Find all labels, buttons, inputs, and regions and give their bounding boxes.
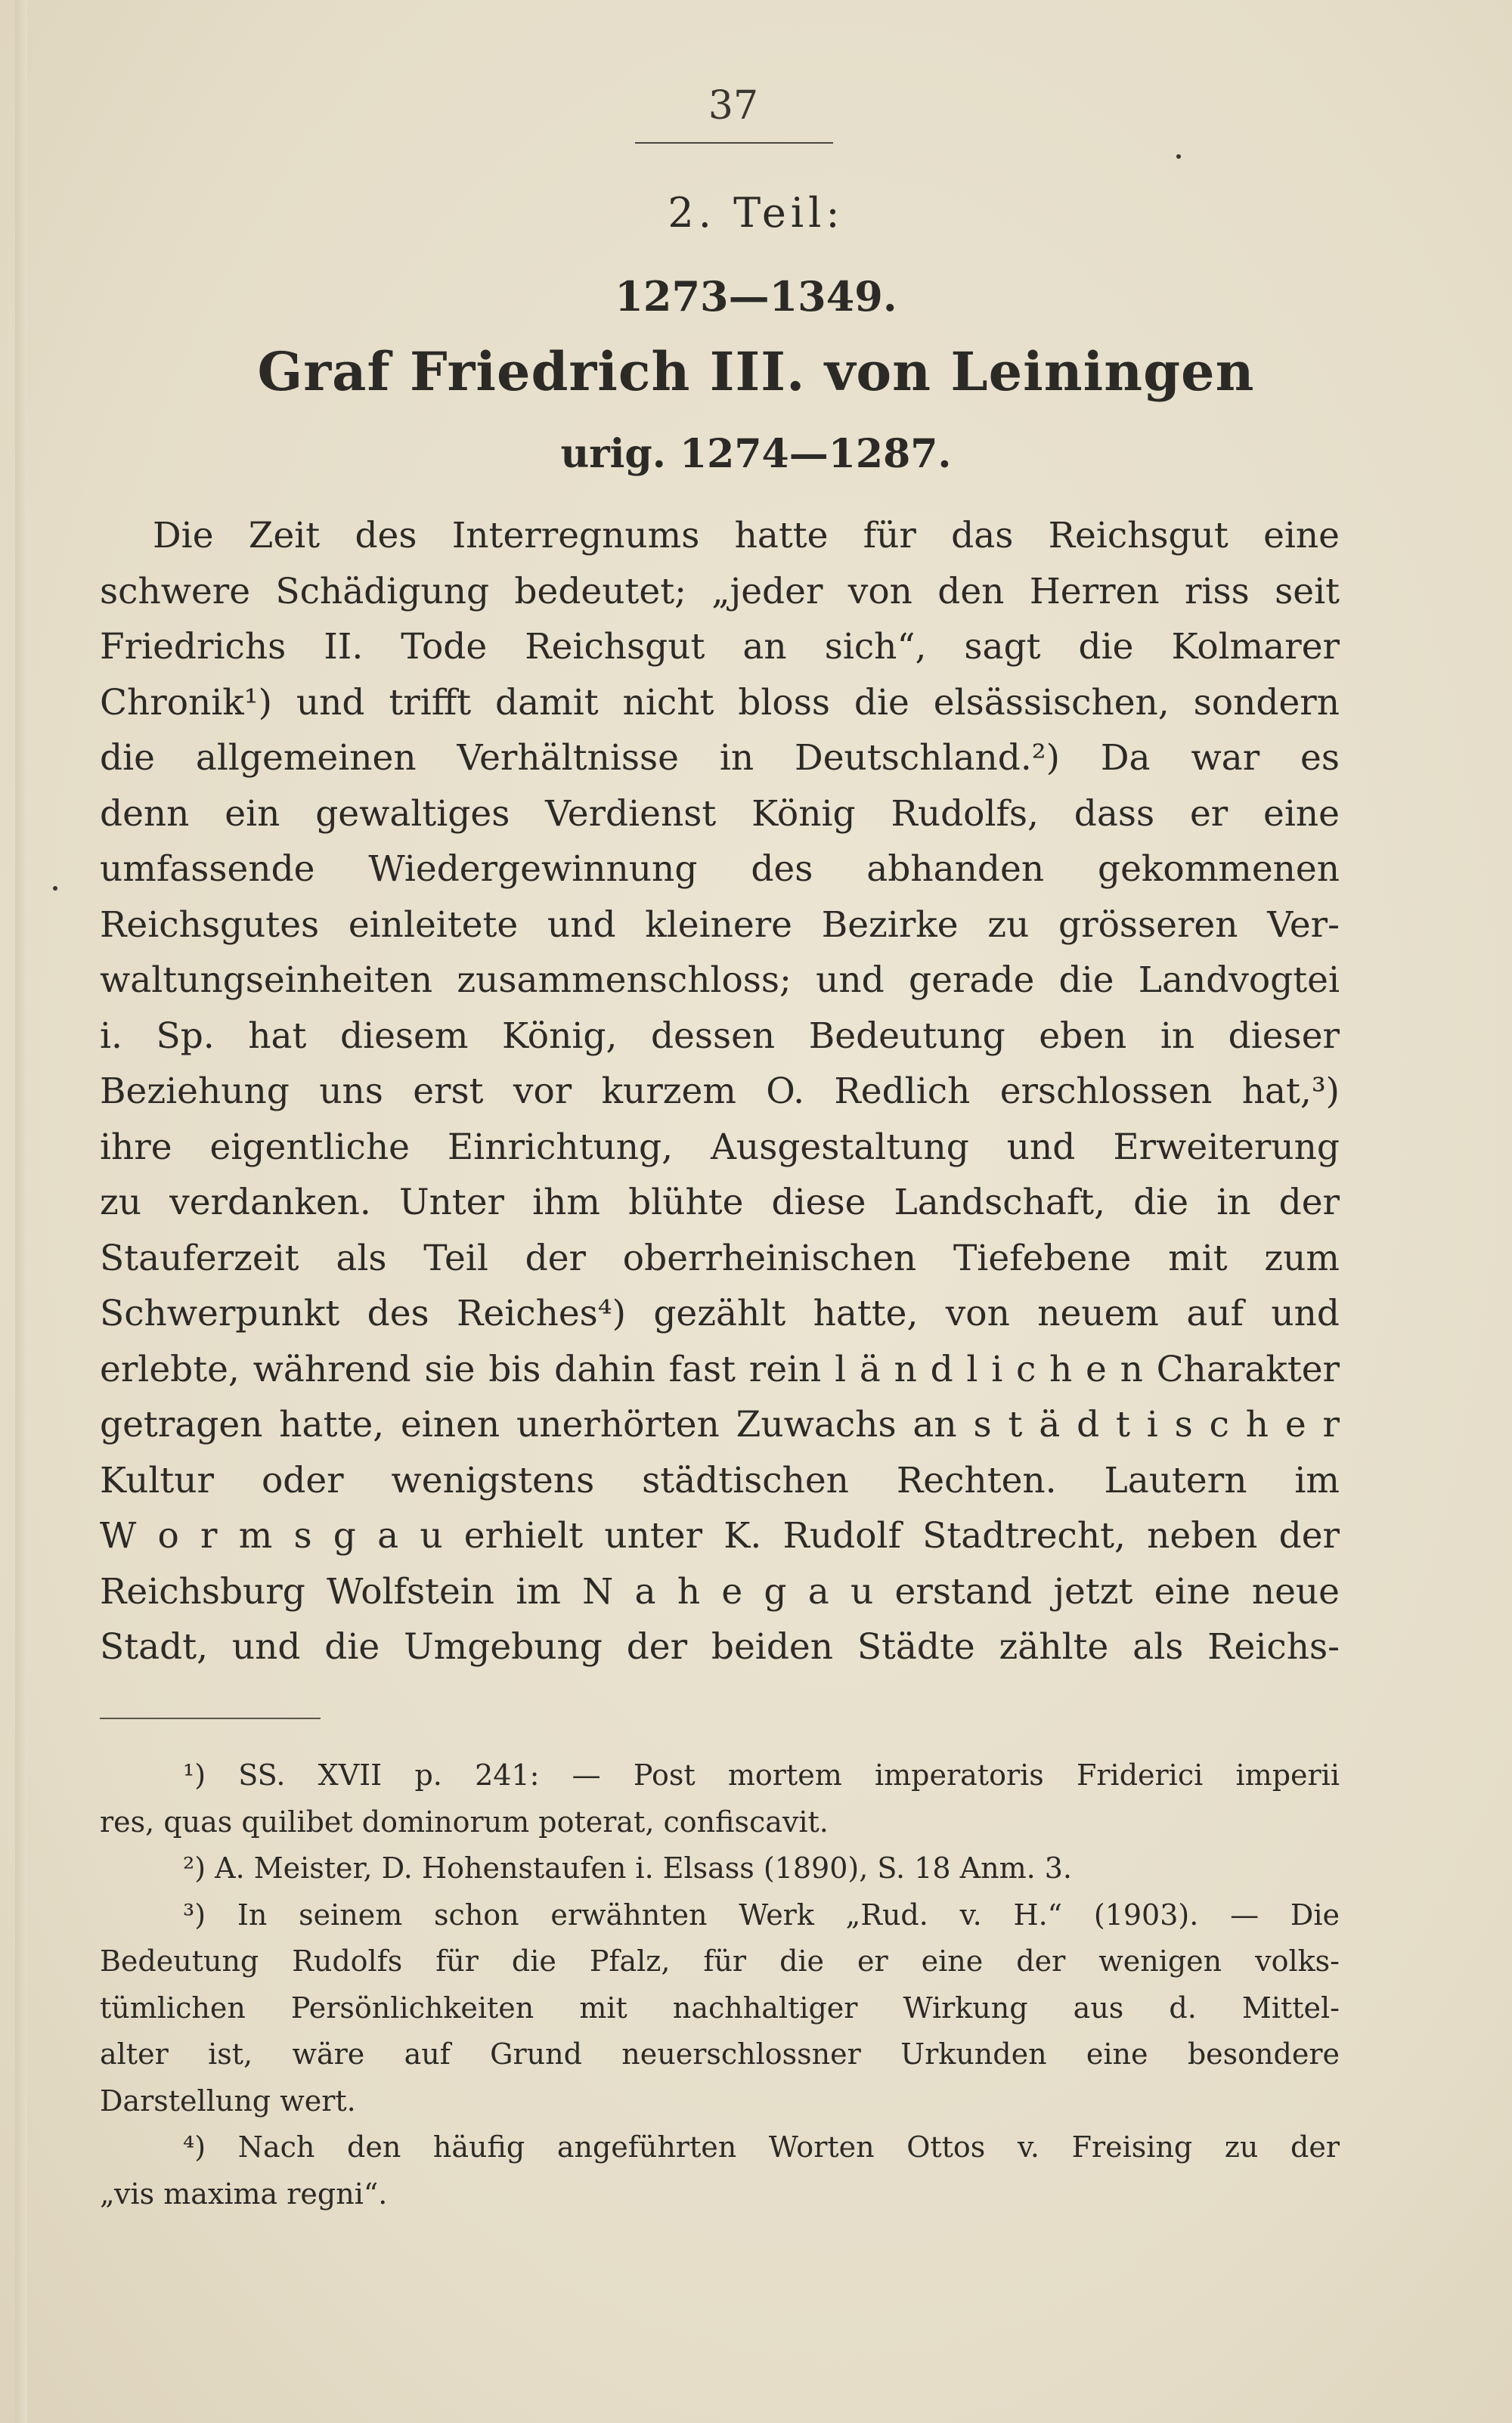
footnote-rule <box>100 1718 321 1719</box>
page-gutter <box>15 0 27 2423</box>
chapter-title: Graf Friedrich III. von Leiningen <box>257 340 1255 403</box>
footnote-line: Darstellung wert. <box>100 2084 356 2118</box>
body-line: zu verdanken. Unter ihm blühte diese Landschaft, die in der <box>100 1182 1340 1223</box>
body-line: W o r m s g a u erhielt unter K. Rudolf Stadtrecht, neben der <box>100 1515 1340 1557</box>
footnote-line: ⁴) Nach den häufig angeführten Worten Ottos v. Freising zu der <box>183 2130 1340 2164</box>
footnote-line: res, quas quilibet dominorum poterat, confiscavit. <box>100 1805 829 1839</box>
body-line: Schwerpunkt des Reiches⁴) gezählt hatte, von neuem auf und <box>100 1293 1340 1334</box>
page-number: 37 <box>708 83 759 129</box>
body-line: waltungseinheiten zusammenschloss; und gerade die Landvogtei <box>100 959 1340 1001</box>
chapter-subtitle: urig. 1274—1287. <box>560 431 952 477</box>
body-line: Chronik¹) und trifft damit nicht bloss die elsässischen, sondern <box>100 681 1340 723</box>
ink-speck <box>53 886 57 891</box>
body-line: denn ein gewaltiges Verdienst König Rudolfs, dass er eine <box>100 792 1340 835</box>
footnote-line: ³) In seinem schon erwähnten Werk „Rud. v. H.“ (1903). — Die <box>183 1898 1340 1932</box>
body-line: Reichsburg Wolfstein im N a h e g a u erstand jetzt eine neue <box>100 1570 1340 1613</box>
body-line: Beziehung uns erst vor kurzem O. Redlich erschlossen hat,³) <box>100 1071 1340 1112</box>
body-line: Stadt, und die Umgebung der beiden Städte zählte als Reichs- <box>100 1626 1340 1668</box>
page-number-rule <box>635 142 833 144</box>
footnote-line: tümlichen Persönlichkeiten mit nachhaltiger Wirkung aus d. Mittel- <box>100 1991 1340 2025</box>
years-heading: 1273—1349. <box>615 272 897 321</box>
body-line: Reichsgutes einleitete und kleinere Bezirke zu grösseren Ver- <box>100 903 1340 946</box>
ink-speck <box>1176 154 1181 159</box>
body-line: Stauferzeit als Teil der oberrheinischen Tiefebene mit zum <box>100 1237 1340 1279</box>
body-line: Die Zeit des Interregnums hatte für das Reichsgut eine <box>153 515 1340 556</box>
body-line: i. Sp. hat diesem König, dessen Bedeutung eben in dieser <box>100 1015 1340 1057</box>
body-line: umfassende Wiedergewinnung des abhanden gekommenen <box>100 848 1340 890</box>
body-line: getragen hatte, einen unerhörten Zuwachs an s t ä d t i s c h e r <box>100 1404 1340 1445</box>
body-line: Friedrichs II. Tode Reichsgut an sich“, sagt die Kolmarer <box>100 626 1340 668</box>
body-line: die allgemeinen Verhältnisse in Deutschland.²) Da war es <box>100 737 1340 779</box>
part-heading: 2. Teil: <box>668 189 844 237</box>
footnotes <box>100 1752 1340 2217</box>
footnote-line: Bedeutung Rudolfs für die Pfalz, für die er eine der wenigen volks- <box>100 1944 1340 1978</box>
footnote-line: „vis maxima regni“. <box>100 2177 388 2211</box>
body-line: ihre eigentliche Einrichtung, Ausgestaltung und Erweiterung <box>100 1126 1340 1168</box>
body-text <box>100 508 1340 1675</box>
body-line: schwere Schädigung bedeutet; „jeder von den Herren riss seit <box>100 570 1340 612</box>
body-line: Kultur oder wenigstens städtischen Rechten. Lautern im <box>100 1459 1340 1501</box>
footnote-line: ¹) SS. XVII p. 241: — Post mortem imperatoris Friderici imperii <box>183 1758 1340 1792</box>
body-line: erlebte, während sie bis dahin fast rein l ä n d l i c h e n Charakter <box>100 1348 1340 1390</box>
footnote-line: alter ist, wäre auf Grund neuerschlossner Urkunden eine besondere <box>100 2037 1340 2071</box>
footnote-line: ²) A. Meister, D. Hohenstaufen i. Elsass (1890), S. 18 Anm. 3. <box>183 1851 1073 1885</box>
